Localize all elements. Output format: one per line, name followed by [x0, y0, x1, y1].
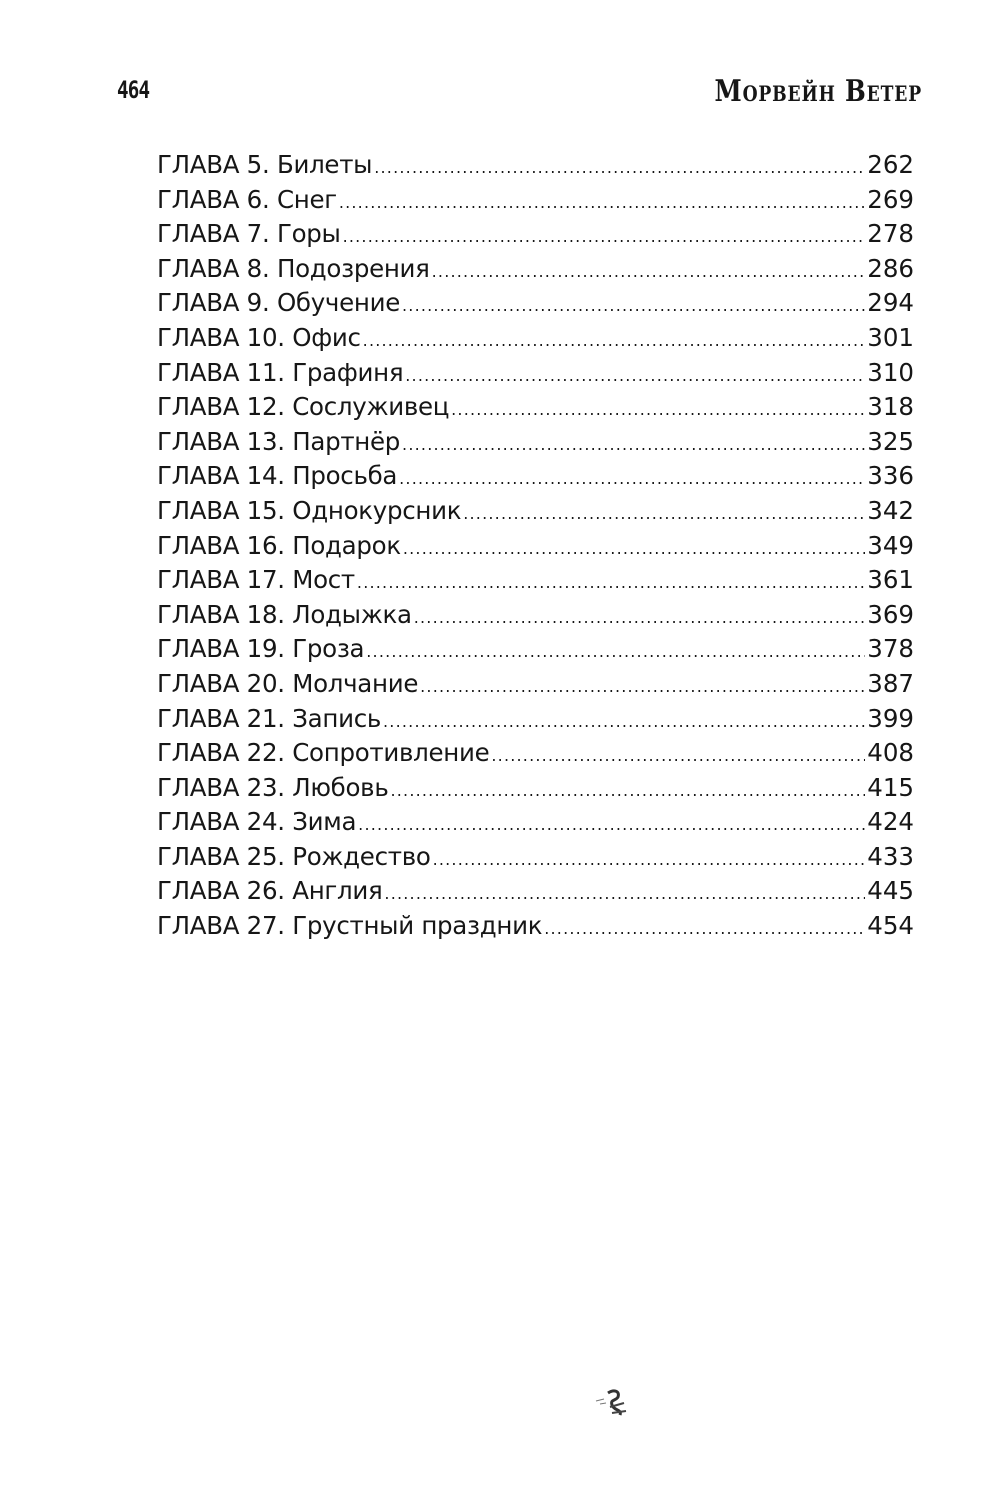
page-number: 464 [117, 76, 150, 104]
toc-entry-page: 336 [867, 461, 914, 491]
toc-entry-title: ГЛАВА 9. Обучение [157, 288, 400, 318]
toc-entry [157, 390, 914, 425]
toc-entry-page: 262 [867, 150, 914, 179]
toc-dot-leader [403, 532, 865, 567]
printer-mark-icon [594, 1385, 634, 1421]
toc-entry-title: ГЛАВА 23. Любовь [157, 772, 389, 802]
toc-entry-title: ГЛАВА 6. Снег [157, 184, 337, 214]
toc-entry-page: 433 [867, 841, 914, 871]
toc-entry-title: ГЛАВА 27. Грустный праздник [157, 911, 543, 941]
toc-entry-title: ГЛАВА 18. Лодыжка [157, 599, 412, 629]
toc-dot-leader [390, 774, 865, 809]
toc-entry-page: 286 [867, 253, 914, 283]
toc-entry-title: ГЛАВА 10. Офис [157, 322, 361, 352]
toc-entry [157, 598, 914, 633]
toc-entry-page: 361 [867, 565, 914, 595]
toc-entry [157, 563, 914, 598]
toc-entry-title: ГЛАВА 16. Подарок [157, 530, 401, 560]
toc-dot-leader [363, 324, 866, 359]
toc-entry-page: 369 [867, 599, 914, 629]
toc-entry-title: ГЛАВА 14. Просьба [157, 461, 398, 491]
page-header [117, 74, 922, 114]
toc-entry-title: ГЛАВА 13. Партнёр [157, 426, 401, 456]
toc-entry-title: ГЛАВА 8. Подозрения [157, 253, 430, 283]
toc-dot-leader [402, 428, 865, 463]
toc-entry [157, 529, 914, 564]
toc-entry-title: ГЛАВА 24. Зима [157, 807, 357, 837]
toc-entry [157, 183, 914, 218]
toc-entry [157, 632, 914, 667]
toc-entry-page: 278 [867, 219, 914, 249]
toc-entry-page: 342 [867, 495, 914, 525]
toc-entry-page: 399 [867, 703, 914, 733]
toc-entry-title: ГЛАВА 11. Графиня [157, 357, 404, 387]
toc-entry-title: ГЛАВА 7. Горы [157, 219, 341, 249]
toc-dot-leader [358, 808, 865, 843]
toc-dot-leader [374, 151, 865, 186]
toc-entry-page: 415 [867, 772, 914, 802]
toc-dot-leader [420, 670, 865, 705]
toc-dot-leader [402, 289, 865, 324]
toc-entry [157, 217, 914, 252]
toc-entry [157, 667, 914, 702]
toc-entry [157, 321, 914, 356]
toc-dot-leader [463, 497, 865, 532]
toc-dot-leader [451, 393, 865, 428]
toc-entry [157, 771, 914, 806]
toc-entry-title: ГЛАВА 20. Молчание [157, 668, 419, 698]
toc-entry [157, 252, 914, 287]
toc-entry [157, 459, 914, 494]
table-of-contents [157, 148, 914, 944]
toc-dot-leader [414, 601, 866, 636]
toc-entry [157, 874, 914, 909]
toc-entry-title: ГЛАВА 12. Сослуживец [157, 392, 450, 422]
running-title: Морвейн Ветер [714, 74, 922, 109]
toc-dot-leader [384, 877, 865, 912]
toc-entry-page: 387 [867, 668, 914, 698]
toc-entry-title: ГЛАВА 21. Запись [157, 703, 382, 733]
toc-entry-title: ГЛАВА 26. Англия [157, 876, 383, 906]
toc-entry-page: 294 [867, 288, 914, 318]
toc-entry-page: 269 [867, 184, 914, 214]
toc-entry-title: ГЛАВА 25. Рождество [157, 841, 431, 871]
toc-entry [157, 148, 914, 183]
toc-entry-page: 310 [867, 357, 914, 387]
toc-entry [157, 356, 914, 391]
toc-dot-leader [339, 186, 865, 221]
toc-entry-title: ГЛАВА 22. Сопротивление [157, 738, 490, 768]
toc-dot-leader [432, 255, 866, 290]
toc-entry [157, 909, 914, 944]
toc-entry-page: 424 [867, 807, 914, 837]
toc-entry-page: 445 [867, 876, 914, 906]
toc-entry-title: ГЛАВА 15. Однокурсник [157, 495, 462, 525]
toc-entry [157, 286, 914, 321]
toc-dot-leader [366, 635, 865, 670]
toc-dot-leader [544, 912, 865, 947]
toc-entry-title: ГЛАВА 19. Гроза [157, 634, 365, 664]
toc-dot-leader [433, 843, 866, 878]
toc-entry-page: 349 [867, 530, 914, 560]
toc-dot-leader [399, 462, 865, 497]
toc-entry-page: 378 [867, 634, 914, 664]
toc-dot-leader [491, 739, 865, 774]
toc-entry [157, 425, 914, 460]
toc-entry [157, 805, 914, 840]
toc-entry-page: 408 [867, 738, 914, 768]
toc-dot-leader [383, 705, 865, 740]
toc-dot-leader [343, 220, 866, 255]
toc-dot-leader [405, 359, 865, 394]
toc-entry-page: 325 [867, 426, 914, 456]
toc-entry [157, 840, 914, 875]
toc-entry-page: 318 [867, 392, 914, 422]
toc-entry [157, 702, 914, 737]
toc-entry-page: 454 [867, 911, 914, 941]
toc-dot-leader [357, 566, 865, 601]
toc-entry [157, 736, 914, 771]
toc-entry-title: ГЛАВА 17. Мост [157, 565, 355, 595]
toc-entry-title: ГЛАВА 5. Билеты [157, 150, 373, 179]
toc-entry-page: 301 [867, 322, 914, 352]
toc-entry [157, 494, 914, 529]
